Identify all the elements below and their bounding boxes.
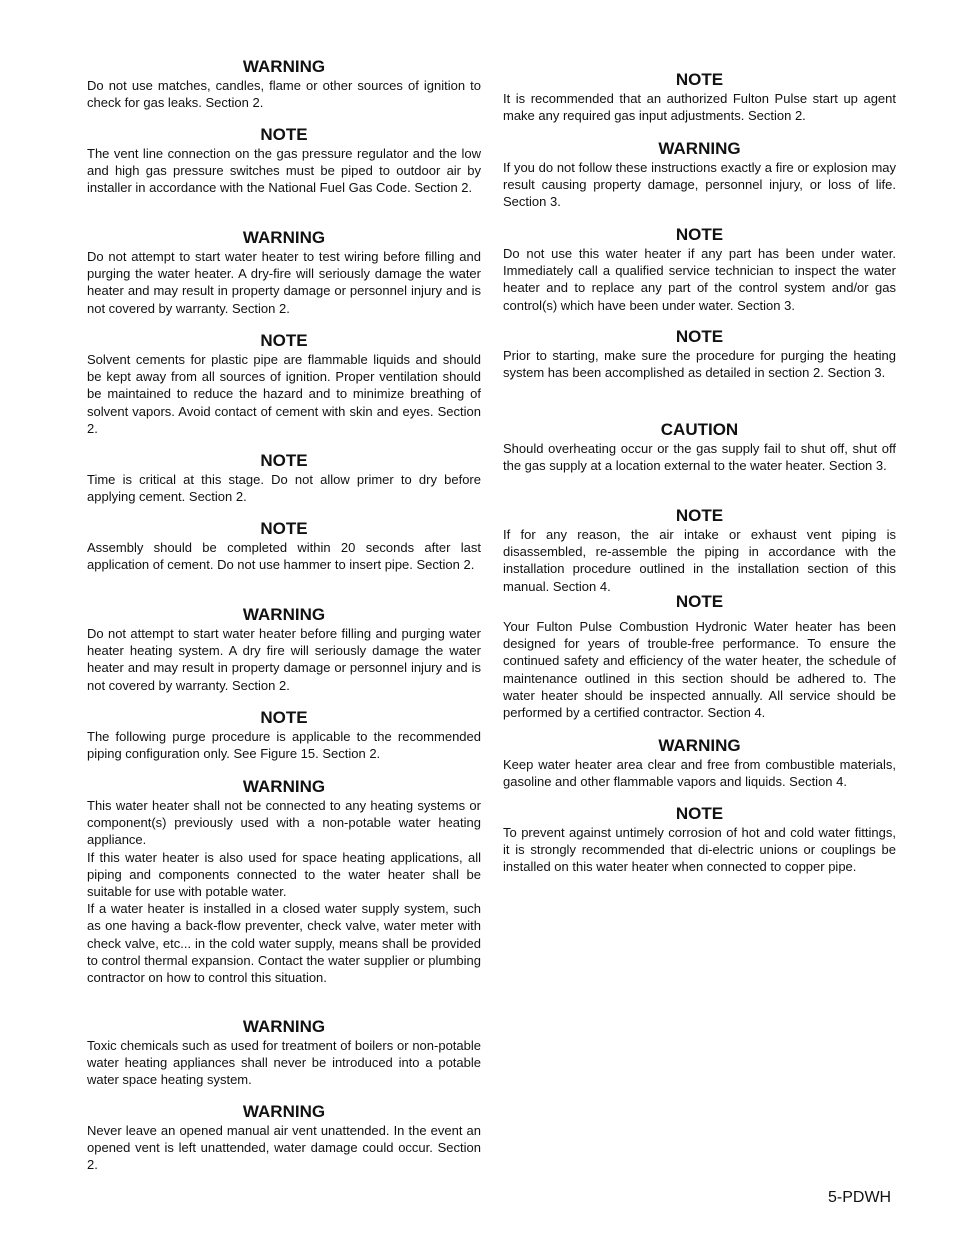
notice-heading: WARNING — [242, 777, 326, 796]
notice-block — [503, 139, 896, 211]
notice-block — [87, 451, 481, 505]
notice-heading: WARNING — [242, 605, 326, 624]
notice-text: Do not use this water heater if any part has been under water. Immediately call a qualified service technician to inspect the water heater and to replace any part of the control system and/or gas control(s) which have been under water. Section 3. — [503, 246, 896, 313]
notice-block — [503, 506, 896, 595]
notice-block — [503, 736, 896, 790]
notice-heading: WARNING — [242, 1102, 326, 1121]
notice-text: Do not attempt to start water heater to test wiring before filling and purging the water heater. A dry-fire will seriously damage the water heater and may result in property damage or personnel injury and is not covered by warranty. Section 2. — [87, 249, 481, 316]
notice-text: Prior to starting, make sure the procedure for purging the heating system has been accomplished as detailed in section 2. Section 3. — [503, 348, 896, 381]
notice-heading: NOTE — [675, 592, 724, 611]
notice-block — [503, 592, 896, 721]
notice-heading: WARNING — [658, 139, 741, 158]
notice-heading: CAUTION — [660, 420, 739, 439]
notice-text: Keep water heater area clear and free from combustible materials, gasoline and other flammable vapors and liquids. Section 4. — [503, 757, 896, 790]
notice-heading: NOTE — [675, 225, 724, 244]
notice-heading: NOTE — [260, 125, 308, 144]
notice-block — [87, 519, 481, 573]
notice-block — [503, 225, 896, 314]
notice-block — [87, 57, 481, 111]
notice-block — [87, 228, 481, 317]
notice-heading: NOTE — [260, 331, 308, 350]
notice-text: Do not attempt to start water heater before filling and purging water heater heating system. A dry fire will seriously damage the water heater and may result in property damage or personnel injury and is not covered by warranty. Section 2. — [87, 626, 481, 693]
notice-heading: NOTE — [675, 327, 724, 346]
notice-block — [87, 777, 481, 986]
notice-heading: WARNING — [658, 736, 741, 755]
notice-heading: NOTE — [675, 506, 724, 525]
notice-heading: NOTE — [675, 804, 724, 823]
notice-text: Toxic chemicals such as used for treatment of boilers or non-potable water heating appliances shall never be introduced into a potable water space heating system. — [87, 1038, 481, 1088]
notice-heading: NOTE — [260, 451, 308, 470]
notice-block — [503, 70, 896, 124]
notice-block — [87, 708, 481, 762]
notice-block — [87, 605, 481, 694]
notice-heading: WARNING — [242, 228, 326, 247]
notice-block — [87, 125, 481, 197]
notice-text: If for any reason, the air intake or exhaust vent piping is disassembled, re-assemble the piping in accordance with the installation procedure outlined in the installation section of this manual. Section 4. — [503, 527, 896, 594]
notice-block — [87, 1017, 481, 1089]
notice-heading: NOTE — [260, 708, 308, 727]
notice-block — [503, 804, 896, 876]
notice-block — [87, 1102, 481, 1174]
page-number: 5-PDWH — [828, 1189, 892, 1206]
notice-text: Do not use matches, candles, flame or other sources of ignition to check for gas leaks. Section 2. — [87, 78, 481, 111]
notice-heading: WARNING — [242, 57, 326, 76]
notice-block — [87, 331, 481, 437]
notice-text: Time is critical at this stage. Do not allow primer to dry before applying cement. Section 2. — [87, 472, 481, 505]
notice-heading: WARNING — [242, 1017, 326, 1036]
notice-text: Should overheating occur or the gas supply fail to shut off, shut off the gas supply at a location external to the water heater. Section 3. — [503, 441, 896, 474]
notice-text: The following purge procedure is applicable to the recommended piping configuration only. See Figure 15. Section 2. — [87, 729, 481, 762]
notice-text: It is recommended that an authorized Fulton Pulse start up agent make any required gas input adjustments. Section 2. — [503, 91, 896, 124]
notice-text: Assembly should be completed within 20 seconds after last application of cement. Do not use hammer to insert pipe. Section 2. — [87, 540, 481, 573]
notice-heading: NOTE — [675, 70, 724, 89]
notice-text: Never leave an opened manual air vent unattended. In the event an opened vent is left unattended, water damage could occur. Section 2. — [87, 1123, 481, 1173]
notice-block — [503, 327, 896, 381]
notice-text: Solvent cements for plastic pipe are flammable liquids and should be kept away from all sources of ignition. Proper ventilation should be maintained to reduce the hazard and to minimize breathing of solvent vapors. Avoid contact of cement with skin and eyes. Section 2. — [87, 352, 481, 436]
notice-block — [503, 420, 896, 474]
notice-heading: NOTE — [260, 519, 308, 538]
notice-text: The vent line connection on the gas pressure regulator and the low and high gas pressure switches must be piped to outdoor air by installer in accordance with the National Fuel Gas Code. Section 2. — [87, 146, 481, 196]
notice-text: Your Fulton Pulse Combustion Hydronic Water heater has been designed for years of trouble-free performance. To ensure the continued safety and efficiency of the water heater, the schedule of maintenance outlined in this section should be adhered to. The water heater should be inspected annually. All service should be performed by a certified contractor. Section 4. — [503, 619, 896, 721]
notice-text: This water heater shall not be connected to any heating systems or component(s) previously used with a non-potable water heating appliance. If this water heater is also used for space heating applications, all piping and components connected to the water heater shall be suitable for use with potable water. If a water heater is installed in a closed water supply system, such as one having a back-flow preventer, check valve, water meter with check valve, etc... in the cold water supply, means shall be provided to control thermal expansion. Contact the water supplier or plumbing contractor on how to control this situation. — [87, 798, 481, 986]
notice-text: To prevent against untimely corrosion of hot and cold water fittings, it is strongly recommended that di-electric unions or couplings be installed on this water heater when connected to copper pipe. — [503, 825, 896, 875]
notice-text: If you do not follow these instructions exactly a fire or explosion may result causing property damage, personnel injury, or loss of life. Section 3. — [503, 160, 896, 210]
